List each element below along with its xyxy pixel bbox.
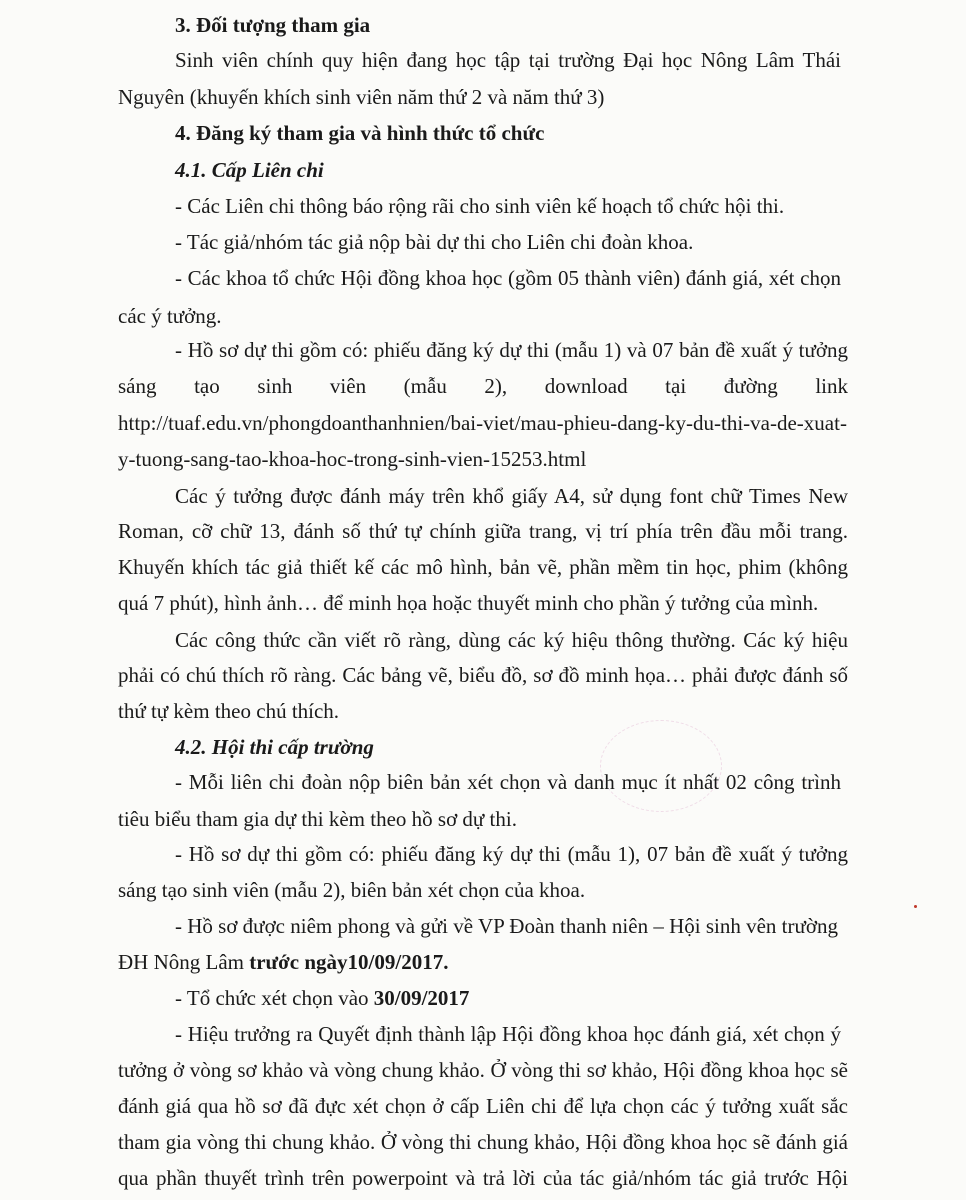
list-item: - Mỗi liên chi đoàn nộp biên bản xét chọn và danh mục ít nhất 02 công trình — [175, 770, 841, 794]
deadline-line — [118, 949, 448, 975]
list-item: - Hồ sơ dự thi gồm có: phiếu đăng ký dự thi (mẫu 1) và 07 bản đề xuất ý tưởng — [175, 338, 848, 362]
list-item: sáng tạo sinh viên (mẫu 2), download tại đường link — [118, 374, 848, 398]
paragraph-line: quá 7 phút), hình ảnh… để minh họa hoặc thuyết minh cho phần ý tưởng của mình. — [118, 591, 819, 615]
section-3-line: Nguyên (khuyến khích sinh viên năm thứ 2 và năm thứ 3) — [118, 85, 605, 109]
list-item: - Các khoa tổ chức Hội đồng khoa học (gồm 05 thành viên) đánh giá, xét chọn — [175, 266, 841, 290]
deadline-prefix: ĐH Nông Lâm — [118, 950, 250, 974]
faint-stamp-mark — [600, 720, 722, 812]
review-prefix: - Tổ chức xét chọn vào — [175, 986, 374, 1010]
paragraph-line: Khuyến khích tác giả thiết kế các mô hình, bản vẽ, phần mềm tin học, phim (không — [118, 555, 848, 579]
download-link[interactable]: y-tuong-sang-tao-khoa-hoc-trong-sinh-vien-15253.html — [118, 447, 587, 471]
list-item: sáng tạo sinh viên (mẫu 2), biên bản xét chọn của khoa. — [118, 878, 586, 902]
paragraph-line: - Hiệu trưởng ra Quyết định thành lập Hội đồng khoa học đánh giá, xét chọn ý — [175, 1022, 841, 1046]
list-item: - Hồ sơ được niêm phong và gửi về VP Đoàn thanh niên – Hội sinh vên trường — [175, 914, 838, 938]
paragraph-line: tham gia vòng thi chung khảo. Ở vòng thi chung khảo, Hội đồng khoa học sẽ đánh giá — [118, 1130, 848, 1154]
paragraph-line: Roman, cỡ chữ 13, đánh số thứ tự chính giữa trang, vị trí phía trên đầu mỗi trang. — [118, 519, 848, 543]
section-4-2-heading: 4.2. Hội thi cấp trường — [175, 735, 374, 759]
deadline-date: trước ngày10/09/2017. — [249, 950, 449, 974]
paragraph-line: tưởng ở vòng sơ khảo và vòng chung khảo. Ở vòng thi sơ khảo, Hội đồng khoa học sẽ — [118, 1058, 848, 1082]
review-line — [175, 985, 469, 1011]
list-item: - Tác giả/nhóm tác giả nộp bài dự thi cho Liên chi đoàn khoa. — [175, 230, 694, 254]
paragraph-line: đánh giá qua hồ sơ đã đực xét chọn ở cấp Liên chi để lựa chọn các ý tưởng xuất sắc — [118, 1094, 848, 1118]
section-4-1-heading: 4.1. Cấp Liên chi — [175, 158, 324, 182]
paragraph-line: qua phần thuyết trình trên powerpoint và trả lời của tác giả/nhóm tác giả trước Hội — [118, 1166, 848, 1190]
download-link[interactable]: http://tuaf.edu.vn/phongdoanthanhnien/bai-viet/mau-phieu-dang-ky-du-thi-va-de-xuat- — [118, 411, 847, 435]
paragraph-line: phải có chú thích rõ ràng. Các bảng vẽ, biểu đồ, sơ đồ minh họa… phải được đánh số — [118, 663, 848, 687]
paragraph-line: thứ tự kèm theo chú thích. — [118, 699, 340, 723]
red-ink-dot — [914, 905, 917, 908]
paragraph-line: Các công thức cần viết rõ ràng, dùng các ký hiệu thông thường. Các ký hiệu — [175, 628, 848, 652]
paragraph-line: Các ý tưởng được đánh máy trên khổ giấy A4, sử dụng font chữ Times New — [175, 484, 848, 508]
list-item: - Các Liên chi thông báo rộng rãi cho sinh viên kế hoạch tổ chức hội thi. — [175, 194, 785, 218]
list-item: - Hồ sơ dự thi gồm có: phiếu đăng ký dự thi (mẫu 1), 07 bản đề xuất ý tưởng — [175, 842, 848, 866]
review-date: 30/09/2017 — [373, 986, 470, 1010]
list-item: tiêu biểu tham gia dự thi kèm theo hồ sơ dự thi. — [118, 807, 517, 831]
section-4-heading: 4. Đăng ký tham gia và hình thức tổ chức — [175, 121, 545, 145]
list-item: các ý tưởng. — [118, 304, 222, 328]
section-3-heading: 3. Đối tượng tham gia — [175, 13, 371, 37]
section-3-line: Sinh viên chính quy hiện đang học tập tại trường Đại học Nông Lâm Thái — [175, 48, 841, 72]
